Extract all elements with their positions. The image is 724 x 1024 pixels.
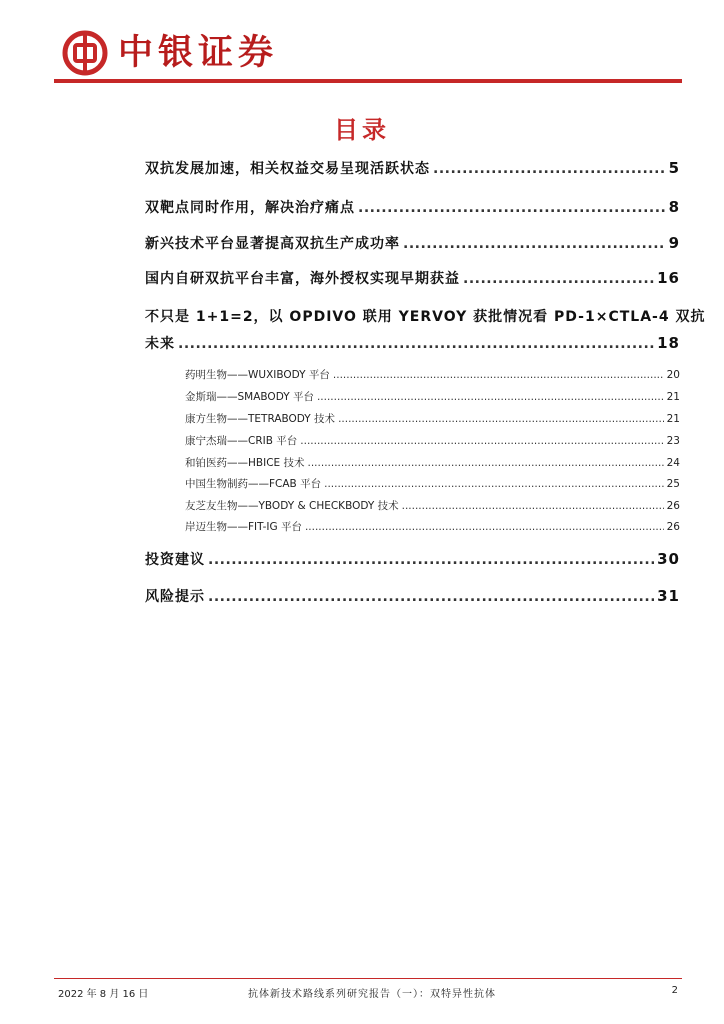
toc-sub-entry[interactable] (185, 476, 680, 491)
toc-sub-entry-text: 康方生物——TETRABODY 技术 (185, 413, 336, 425)
footer-report-title: 抗体新技术路线系列研究报告（一）：双特异性抗体 (248, 989, 496, 1000)
toc-entry-text: 国内自研双抗平台丰富，海外授权实现早期获益 (145, 271, 460, 287)
toc-sub-entry[interactable] (185, 498, 680, 513)
toc-sub-entry-text: 康宁杰瑞——CRIB 平台 (185, 435, 298, 447)
toc-sub-entry[interactable] (185, 389, 680, 404)
toc-entry-text: 新兴技术平台显著提高双抗生产成功率 (145, 236, 400, 252)
toc-entry-wrapped-line[interactable]: 不只是 1+1=2，以 OPDIVO 联用 YERVOY 获批情况看 PD-1×CTLA-4 双抗 (145, 309, 706, 325)
toc-sub-entry-page: 21 (666, 413, 680, 425)
footer-divider (54, 978, 682, 979)
toc-entry[interactable] (145, 197, 680, 217)
toc-entry[interactable] (145, 233, 680, 253)
toc-entry-page: 8 (668, 198, 680, 216)
toc-entry[interactable] (145, 333, 680, 353)
leader-dots (324, 478, 664, 490)
toc-entry-page: 31 (657, 587, 680, 605)
toc-sub-entry-page: 23 (666, 435, 680, 447)
toc-entry-text: 双靶点同时作用，解决治疗痛点 (145, 200, 355, 216)
toc-entry-text: 投资建议 (145, 552, 205, 568)
brand-name: 中银证券 (118, 32, 279, 73)
leader-dots (403, 236, 666, 252)
toc-entry-page: 30 (657, 550, 680, 568)
toc-entry-page: 18 (657, 334, 680, 352)
toc-sub-entry[interactable] (185, 519, 680, 534)
leader-dots (433, 161, 666, 177)
leader-dots (300, 435, 663, 447)
page-header (62, 28, 278, 78)
toc-sub-entry-page: 25 (666, 478, 680, 490)
toc-sub-entry-text: 和铂医药——HBICE 技术 (185, 457, 305, 469)
leader-dots (305, 521, 664, 533)
toc-entry[interactable] (145, 268, 680, 288)
leader-dots (178, 336, 654, 352)
toc-sub-entry-page: 26 (666, 521, 680, 533)
toc-title: 目录 (334, 116, 390, 144)
toc-sub-entry-text: 岸迈生物——FIT-IG 平台 (185, 521, 302, 533)
toc-sub-entry-text: 中国生物制药——FCAB 平台 (185, 478, 322, 490)
toc-entry-page: 9 (668, 234, 680, 252)
toc-sub-entry-page: 20 (666, 369, 680, 381)
footer-page-number: 2 (671, 985, 678, 996)
toc-sub-entry-page: 26 (666, 500, 680, 512)
toc-entry[interactable] (145, 549, 680, 569)
leader-dots (463, 271, 654, 287)
toc-entry-page: 5 (668, 159, 680, 177)
toc-sub-entry[interactable] (185, 411, 680, 426)
toc-entry-text: 双抗发展加速，相关权益交易呈现活跃状态 (145, 161, 430, 177)
toc-entry-text: 风险提示 (145, 589, 205, 605)
header-divider (54, 79, 682, 83)
toc-sub-entry[interactable] (185, 433, 680, 448)
bank-of-china-logo-icon (62, 30, 108, 76)
footer-date: 2022 年 8 月 16 日 (58, 989, 149, 1000)
toc-entry-text: 未来 (145, 336, 175, 352)
toc-sub-entry[interactable] (185, 367, 680, 382)
leader-dots (317, 391, 664, 403)
leader-dots (333, 369, 664, 381)
leader-dots (338, 413, 664, 425)
toc-sub-entry-text: 友芝友生物——YBODY & CHECKBODY 技术 (185, 500, 399, 512)
toc-entry-page: 16 (657, 269, 680, 287)
toc-sub-entry[interactable] (185, 455, 680, 470)
toc-sub-entry-page: 24 (666, 457, 680, 469)
leader-dots (208, 589, 654, 605)
toc-entry[interactable] (145, 586, 680, 606)
leader-dots (208, 552, 654, 568)
leader-dots (308, 457, 664, 469)
toc-sub-entry-text: 药明生物——WUXIBODY 平台 (185, 369, 330, 381)
toc-entry[interactable] (145, 158, 680, 178)
leader-dots (402, 500, 664, 512)
leader-dots (358, 200, 666, 216)
toc-sub-entry-text: 金斯瑞——SMABODY 平台 (185, 391, 314, 403)
toc-sub-entry-page: 21 (666, 391, 680, 403)
